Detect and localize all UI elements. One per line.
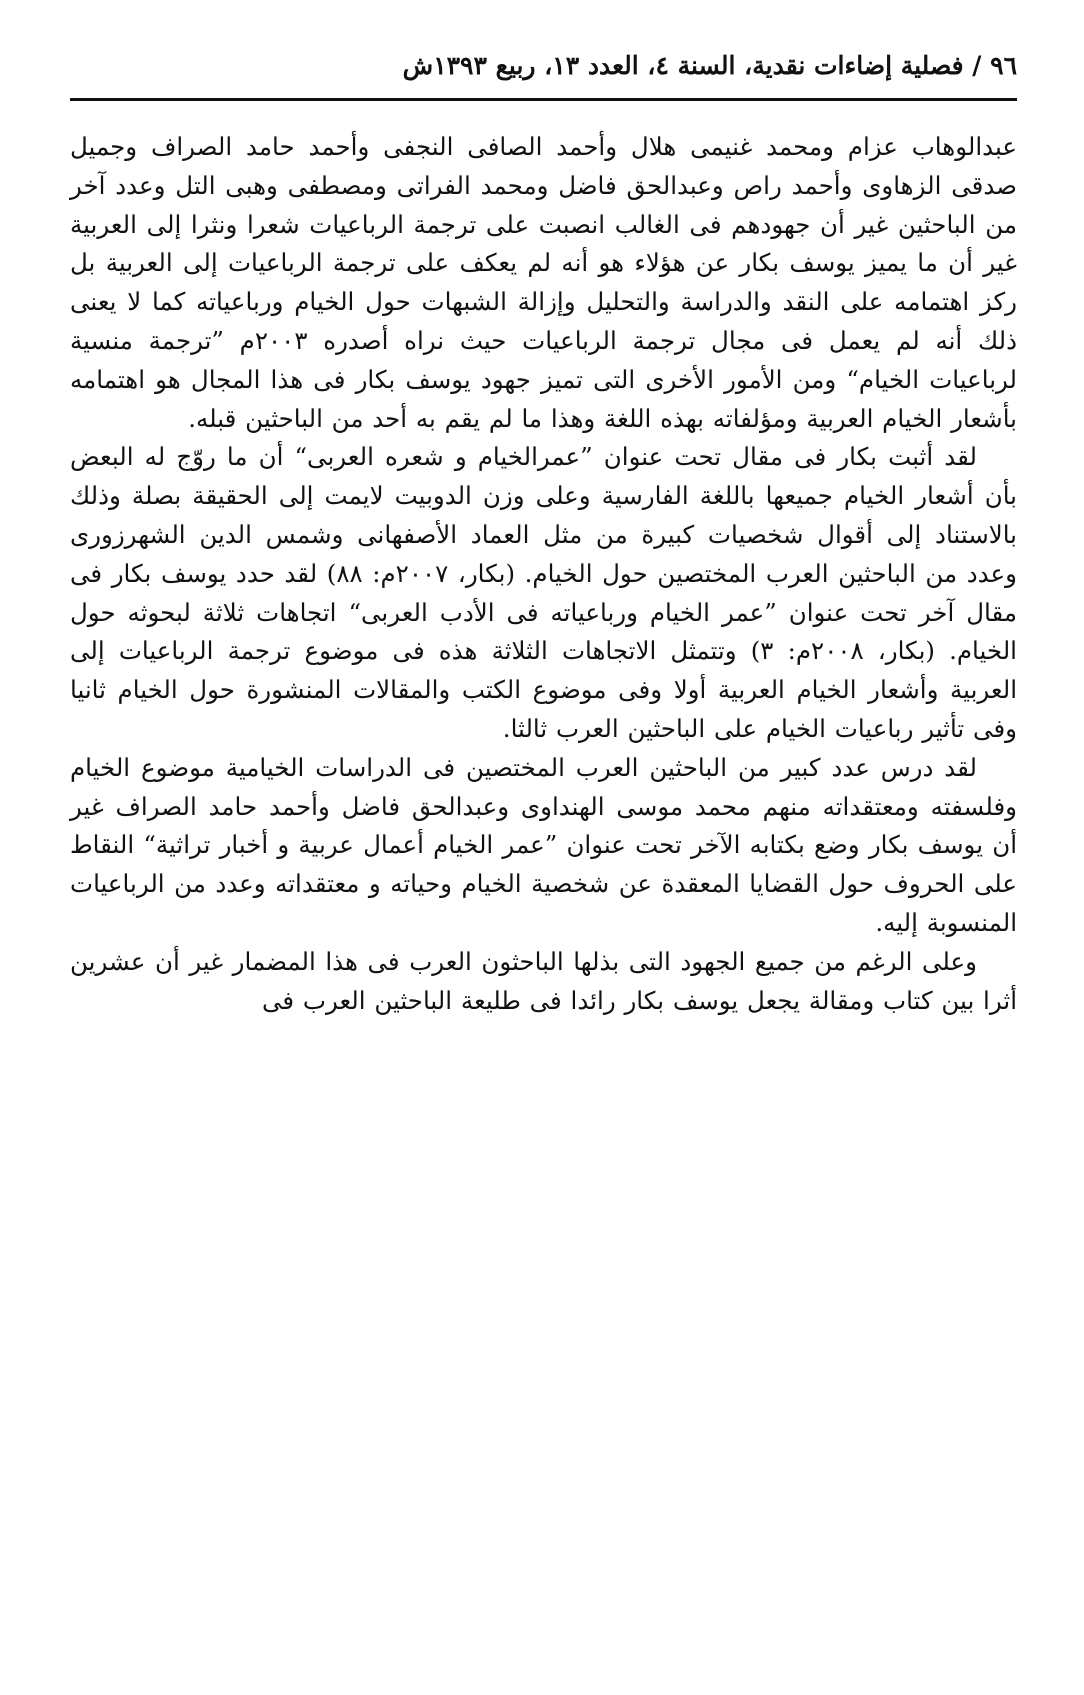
- paragraph-1: عبدالوهاب عزام ومحمد غنيمى هلال وأحمد الصافى النجفى وأحمد حامد الصراف وجميل صدقى الزهاوى وأحمد راص وعبدالحق فاضل ومحمد الفراتى ومصطفى وهبى التل وعدد آخر من الباحثين غير أن جهودهم فى الغالب انصبت على ترجمة الرباعيات شعرا ونثرا إلى العربية غير أن ما يميز يوسف بكار عن هؤلاء هو أنه لم يعكف على ترجمة الرباعيات إلى العربية بل ركز اهتمامه على النقد والدراسة والتحليل وإزالة الشبهات حول الخيام ورباعياته كما لا يعنى ذلك أنه لم يعمل فى مجال ترجمة الرباعيات حيث نراه أصدره ٢٠٠٣م ”ترجمة منسية لرباعيات الخيام“ ومن الأمور الأخرى التى تميز جهود يوسف بكار فى هذا المجال هو اهتمامه بأشعار الخيام العربية ومؤلفاته بهذه اللغة وهذا ما لم يقم به أحد من الباحثين قبله.: [70, 132, 1017, 433]
- paragraph-4: وعلى الرغم من جميع الجهود التى بذلها الباحثون العرب فى هذا المضمار غير أن عشرين أثرا بين كتاب ومقالة يجعل يوسف بكار رائدا فى طليعة الباحثين العرب فى: [70, 946, 1017, 1015]
- header-rule: [70, 98, 1017, 101]
- paragraph-2: لقد أثبت بكار فى مقال تحت عنوان ”عمرالخيام و شعره العربى“ أن ما روّج له البعض بأن أشعار الخيام جميعها باللغة الفارسية وعلى وزن الدوبيت لايمت إلى الحقيقة بصلة وذلك بالاستناد إلى أقوال شخصيات كبيرة من مثل العماد الأصفهانى وشمس الدين الشهرزورى وعدد من الباحثين العرب المختصين حول الخيام. (بكار، ٢٠٠٧م: ٨٨) لقد حدد يوسف بكار فى مقال آخر تحت عنوان ”عمر الخيام ورباعياته فى الأدب العربى“ اتجاهات ثلاثة لبحوثه حول الخيام. (بكار، ٢٠٠٨م: ٣) وتتمثل الاتجاهات الثلاثة هذه فى موضوع ترجمة الرباعيات إلى العربية وأشعار الخيام العربية أولا وفى موضوع الكتب والمقالات المنشورة حول الخيام ثانيا وفى تأثير رباعيات الخيام على الباحثين العرب ثالثا.: [70, 442, 1017, 743]
- paragraph-3: لقد درس عدد كبير من الباحثين العرب المختصين فى الدراسات الخيامية موضوع الخيام وفلسفته ومعتقداته منهم محمد موسى الهنداوى وعبدالحق فاضل وأحمد حامد الصراف غير أن يوسف بكار وضع بكتابه الآخر تحت عنوان ”عمر الخيام أعمال عربية و أخبار تراثية“ النقاط على الحروف حول القضايا المعقدة عن شخصية الخيام وحياته و معتقداته وعدد من الرباعيات المنسوبة إليه.: [70, 752, 1017, 937]
- body-text: [70, 128, 1017, 1020]
- running-header: ٩٦ / فصلية إضاءات نقدية، السنة ٤، العدد ١٣، ربيع ١٣٩٣ش: [402, 51, 1017, 80]
